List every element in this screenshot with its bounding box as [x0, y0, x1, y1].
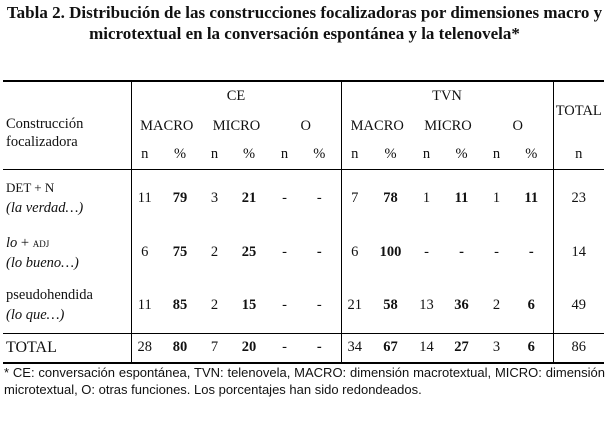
total-n: n	[575, 146, 583, 163]
tvn-o-pct: %	[510, 141, 553, 169]
cell: 2	[210, 296, 219, 313]
tvn-micro-header: MICRO	[424, 117, 472, 134]
total-header: TOTAL	[553, 81, 604, 141]
row-sublabel: (lo bueno…)	[6, 254, 79, 271]
table-row	[3, 227, 604, 278]
table-row	[3, 278, 604, 333]
cell: 7	[202, 333, 227, 363]
cell: 14	[413, 333, 440, 363]
cell: 3	[202, 169, 227, 227]
tvn-macro-pct: %	[384, 146, 397, 163]
cell: 75	[172, 244, 188, 260]
cell: 6	[510, 333, 553, 363]
cell: 6	[141, 244, 149, 260]
cell: 13	[419, 296, 434, 313]
cell: 11	[440, 169, 483, 227]
cell: 3	[483, 333, 510, 363]
cell: -	[282, 244, 287, 260]
cell: 28	[131, 333, 158, 363]
ce-macro-header: MACRO	[140, 117, 194, 134]
ce-micro-pct: %	[242, 146, 256, 163]
cell: 2	[492, 296, 501, 313]
cell: 58	[383, 296, 398, 313]
cell: 80	[158, 333, 202, 363]
tvn-o-n: n	[492, 146, 501, 163]
construccion-header-cell	[3, 81, 131, 169]
tvn-micro-n: n	[422, 146, 431, 163]
ce-o-pct: %	[298, 141, 341, 169]
tvn-macro-n: n	[351, 146, 359, 163]
cell: 23	[553, 169, 604, 227]
cell: 100	[379, 244, 402, 260]
cell: 79	[158, 169, 202, 227]
cell: -	[298, 227, 341, 278]
construccion-header: Construcción focalizadora	[6, 116, 84, 151]
tvn-micro-pct: %	[455, 146, 468, 163]
cell: -	[282, 296, 287, 313]
footnote: * CE: conversación espontánea, TVN: telenovela, MACRO: dimensión macrotextual, MICRO: dimensión microtextual, O: otras funciones. Los porcentajes han sido redondeados.	[4, 365, 605, 397]
cell: 78	[368, 169, 413, 227]
ce-header: CE	[131, 81, 341, 111]
cell: 36	[454, 296, 469, 313]
row-label-cell	[3, 169, 131, 227]
cell: 15	[241, 296, 257, 313]
row-label: lo + adj	[6, 234, 50, 251]
table-title: Tabla 2. Distribución de las construcciones focalizadoras por dimensiones macro y microtextual en la conversación espontánea y la telenovela*	[6, 3, 603, 43]
cell: 27	[440, 333, 483, 363]
cell: 11	[131, 169, 158, 227]
cell: 49	[571, 296, 586, 313]
cell: 1	[483, 169, 510, 227]
cell: 11	[137, 296, 152, 313]
cell: 6	[510, 278, 553, 333]
cell: 86	[553, 333, 604, 363]
row-label-total: TOTAL	[3, 333, 131, 363]
ce-o-header: O	[271, 111, 341, 141]
cell: 34	[341, 333, 368, 363]
cell: 21	[227, 169, 271, 227]
ce-micro-n: n	[210, 146, 219, 163]
cell: 2	[210, 244, 219, 260]
cell: 7	[341, 169, 368, 227]
row-label-cell	[3, 227, 131, 278]
table-row-total	[3, 333, 604, 363]
cell: 67	[368, 333, 413, 363]
row-sublabel: (la verdad…)	[6, 200, 84, 217]
cell: 14	[571, 244, 586, 260]
cell: -	[494, 244, 499, 260]
row-label: DET + N	[6, 180, 55, 196]
ce-macro-pct: %	[173, 146, 187, 163]
cell: 6	[351, 244, 359, 260]
cell: -	[424, 244, 429, 260]
table-row	[3, 169, 604, 227]
ce-micro-header: MICRO	[212, 117, 261, 134]
row-label-cell	[3, 278, 131, 333]
ce-o-n: n	[280, 146, 289, 163]
row-label: pseudohendida	[6, 287, 93, 304]
tvn-header: TVN	[341, 81, 553, 111]
cell: 1	[413, 169, 440, 227]
tvn-o-header: O	[483, 111, 553, 141]
cell: -	[298, 278, 341, 333]
ce-macro-n: n	[141, 146, 149, 163]
cell: 85	[172, 296, 188, 313]
row-sublabel: (lo que…)	[6, 307, 65, 324]
cell: -	[271, 333, 298, 363]
cell: -	[510, 227, 553, 278]
cell: 11	[510, 169, 553, 227]
cell: -	[298, 333, 341, 363]
data-table	[3, 80, 604, 364]
cell: -	[298, 169, 341, 227]
cell: 25	[241, 244, 257, 260]
tvn-macro-header: MACRO	[350, 117, 404, 134]
cell: -	[459, 244, 464, 260]
cell: 21	[347, 296, 362, 313]
cell: 20	[227, 333, 271, 363]
cell: -	[271, 169, 298, 227]
